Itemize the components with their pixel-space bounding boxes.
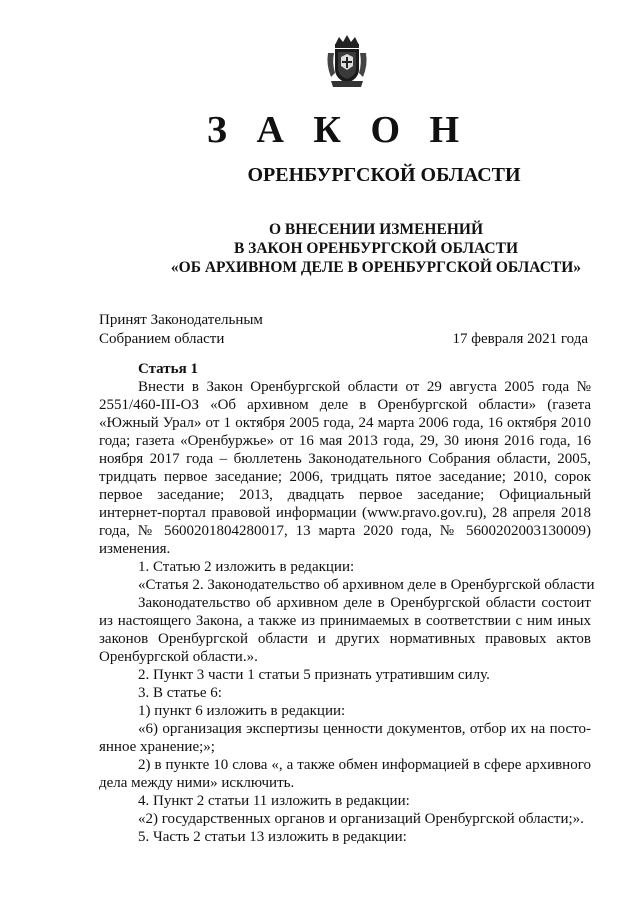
acceptance-line: Собранием области (99, 331, 225, 347)
law-subtitle (56, 220, 640, 277)
article-paragraph: «2) государственных органов и организаций Оренбургской области;». (138, 811, 584, 827)
article-paragraph: 1. Статью 2 изложить в редакции: (138, 559, 355, 575)
article-paragraph: Законодательство об архивном деле в Оренбургской области состоит из настоящего Закона, а также из принимаемых в соответствии с ним иных законов Оренбургской области и других нормативных правовых актов Оренбургской области.». (99, 595, 591, 665)
article-intro-paragraph: Внести в Закон Оренбургской области от 29 августа 2005 года № 2551/460-III-ОЗ «Об архивном деле в Оренбургской области» (газета «Южный Урал» от 1 октября 2005 года, 24 марта 2006 года, 16 октября 2010 года; газета «Оренбуржье» от 16 мая 2013 года, 29, 30 июня 2016 года, 16 ноября 2017 года – бюллетень Законодательного Собрания области, 2005, тридцать первое заседание; 2006, тридцать пятое заседание; 2010, сорок первое заседание; 2013, двадцать первое заседание; Официальный интернет-портал правовой информации (www.pravo.gov.ru), 28 апреля 2018 года, № 5600201804280017, 13 марта 2020 года, № 5600202003130009) изменения. (99, 379, 591, 557)
article-paragraph: «6) организация экспертизы ценности документов, отбор их на постоянное хранение;»; (99, 721, 591, 755)
article-paragraph: 3. В статье 6: (138, 685, 222, 701)
article-paragraph: 4. Пункт 2 статьи 11 изложить в редакции: (138, 793, 410, 809)
orenburg-coat-of-arms-icon (325, 33, 369, 89)
subtitle-line: О ВНЕСЕНИИ ИЗМЕНЕНИЙ (268, 221, 483, 238)
article-body (99, 378, 595, 846)
subtitle-line: «ОБ АРХИВНОМ ДЕЛЕ В ОРЕНБУРГСКОЙ ОБЛАСТИ» (170, 259, 582, 276)
acceptance-line: Принят Законодательным (99, 312, 263, 328)
adoption-date: 17 февраля 2021 года (452, 331, 588, 347)
acceptance-note (99, 311, 263, 349)
subtitle-line: В ЗАКОН ОРЕНБУРГСКОЙ ОБЛАСТИ (233, 240, 519, 257)
article-heading: Статья 1 (138, 361, 198, 377)
article-paragraph: «Статья 2. Законодательство об архивном деле в Оренбургской области (138, 577, 595, 593)
region-title: ОРЕНБУРГСКОЙ ОБЛАСТИ (247, 164, 521, 186)
article-paragraph: 5. Часть 2 статьи 13 изложить в редакции: (138, 829, 407, 845)
article-paragraph: 2. Пункт 3 части 1 статьи 5 признать утратившим силу. (138, 667, 490, 683)
article-paragraph: 1) пункт 6 изложить в редакции: (138, 703, 346, 719)
article-paragraph: 2) в пункте 10 слова «, а также обмен информацией в сфере архивного дела между ними» исключить. (99, 757, 591, 791)
document-title: З А К О Н (206, 109, 470, 151)
